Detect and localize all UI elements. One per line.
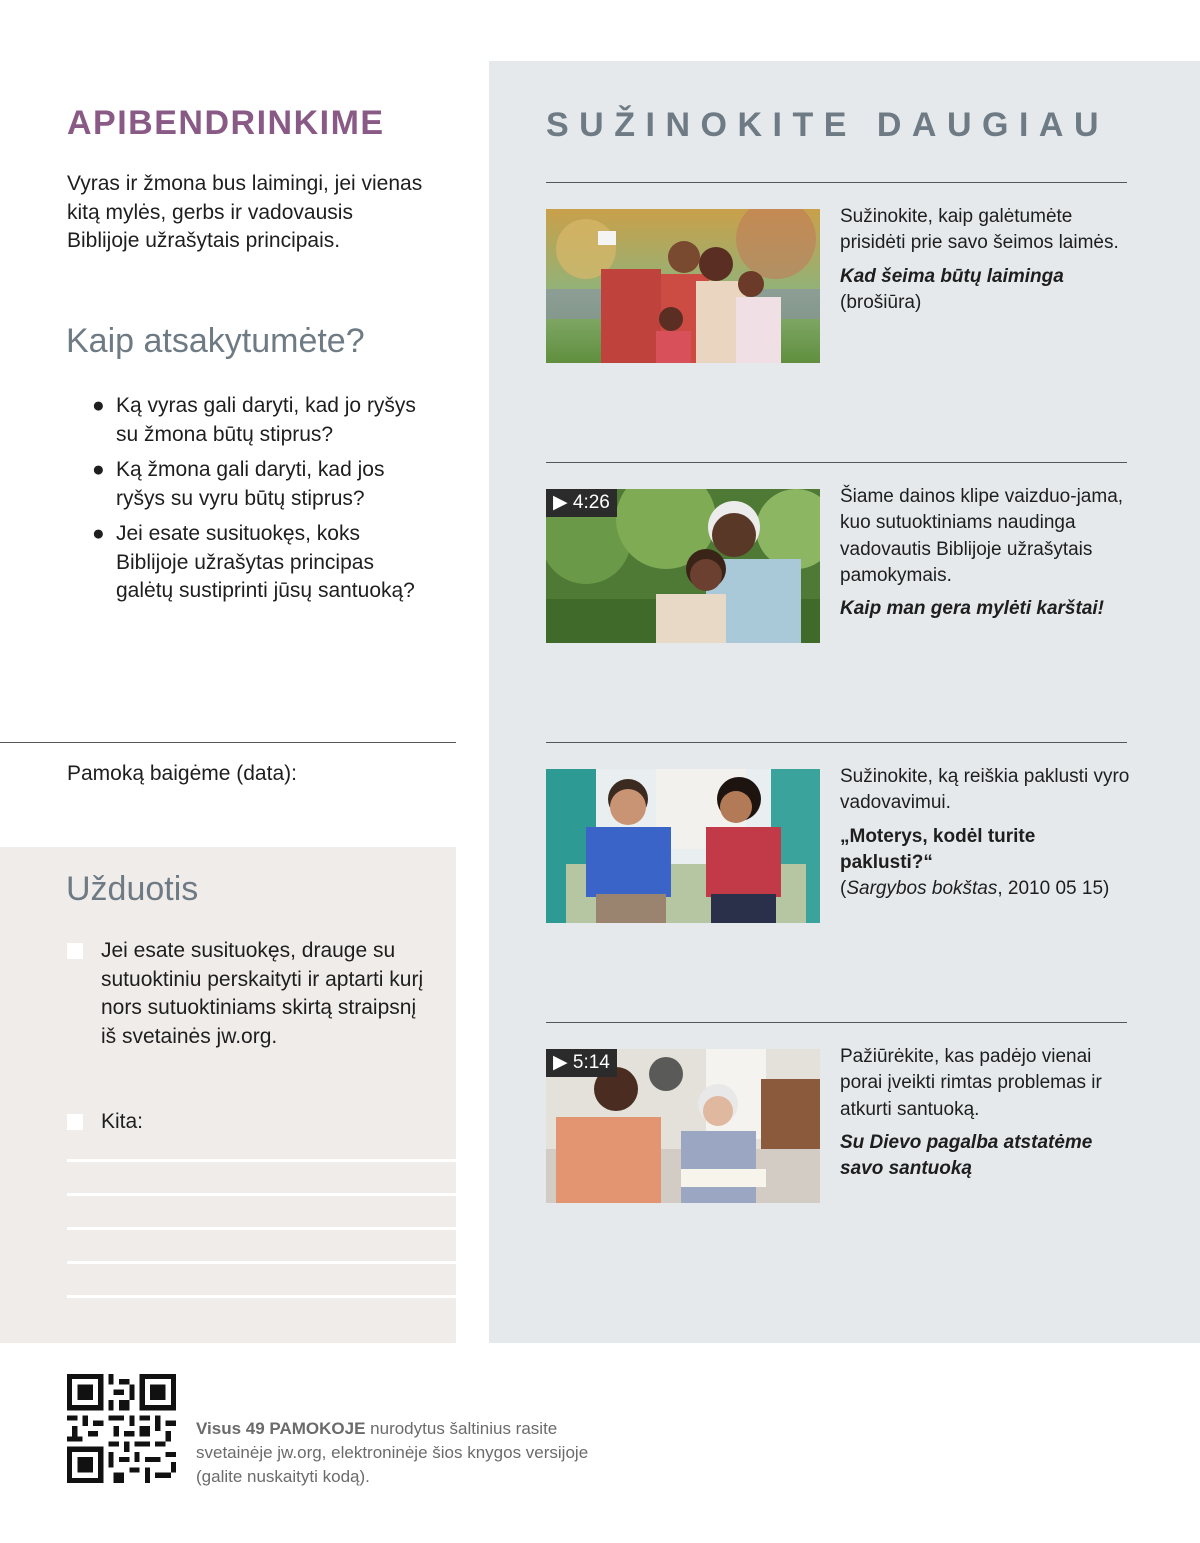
questions-list (92, 392, 432, 613)
question-item: ● Ką vyras gali daryti, kad jo ryšys su žmona būtų stiprus? (92, 394, 416, 446)
bullet-icon: ● (92, 458, 105, 481)
bullet-icon: ● (92, 522, 105, 545)
item-link-title[interactable]: „Moterys, kodėl turite paklusti?“ (840, 825, 1036, 873)
couple-reading-video[interactable] (546, 1049, 820, 1203)
elderly-couple-video[interactable] (546, 489, 820, 643)
video-duration-badge: ▶ 5:14 (546, 1049, 617, 1077)
task-title: Užduotis (66, 870, 199, 908)
task-item-other (67, 1108, 427, 1138)
write-line[interactable] (67, 1193, 456, 1196)
task-item-text: Jei esate susituokęs, drauge su sutuoktiniu perskaityti ir aptarti kurį nors sutuoktiniams skirtą straipsnį iš svetainės jw.org. (101, 939, 424, 1048)
write-line[interactable] (67, 1295, 456, 1298)
item-divider (546, 462, 1127, 463)
item-link-title[interactable]: Kaip man gera mylėti karštai! (840, 598, 1104, 620)
task-item-text: Kita: (101, 1110, 144, 1133)
questions-title: Kaip atsakytumėte? (66, 322, 365, 360)
question-item: ● Jei esate susituokęs, koks Biblijoje užrašytas principas galėtų sustiprinti jūsų santuoką? (92, 522, 415, 602)
learn-more-title: SUŽINOKITE DAUGIAU (546, 106, 1109, 144)
bullet-icon: ● (92, 394, 105, 417)
checkbox-icon[interactable] (67, 943, 83, 959)
write-line[interactable] (67, 1159, 456, 1162)
question-item: ● Ką žmona gali daryti, kad jos ryšys su vyru būtų stiprus? (92, 458, 385, 510)
item-description: Sužinokite, ką reiškia paklusti vyro vadovavimui. „Moterys, kodėl turite paklusti?“ (Sargybos bokštas, 2010 05 15) (840, 766, 1130, 900)
finished-date-label: Pamoką baigėme (data): (67, 762, 297, 785)
task-box (0, 847, 456, 1343)
video-duration-badge: ▶ 4:26 (546, 489, 617, 517)
write-line[interactable] (67, 1261, 456, 1264)
item-description: Šiame dainos klipe vaizduo-jama, kuo sutuoktiniams naudinga vadovautis Biblijoje užrašytais pamokymais. Kaip man gera mylėti karštai! (840, 484, 1130, 622)
item-divider (546, 1022, 1127, 1023)
item-link-title[interactable]: Kad šeima būtų laiminga (840, 265, 1064, 287)
item-description: Sužinokite, kaip galėtumėte prisidėti prie savo šeimos laimės. Kad šeima būtų laiminga (brošiūra) (840, 204, 1130, 316)
qr-code-icon[interactable] (67, 1374, 176, 1483)
checkbox-icon[interactable] (67, 1114, 83, 1130)
item-divider (546, 182, 1127, 183)
footer-note: Visus 49 PAMOKOJE nurodytus šaltinius rasite svetainėje jw.org, elektroninėje šios knygos versijoje (galite nuskaityti kodą). (196, 1419, 589, 1486)
item-link-title[interactable]: Su Dievo pagalba atstatėme savo santuoką (840, 1131, 1093, 1180)
left-divider (0, 742, 456, 743)
couple-talking-image[interactable] (546, 769, 820, 923)
family-selfie-image[interactable] (546, 209, 820, 363)
item-divider (546, 742, 1127, 743)
summary-title: APIBENDRINKIME (67, 104, 385, 142)
item-description: Pažiūrėkite, kas padėjo vienai porai įveikti rimtas problemas ir atkurti santuoką. Su Dievo pagalba atstatėme savo santuoką (840, 1044, 1130, 1182)
write-line[interactable] (67, 1227, 456, 1230)
task-item (67, 937, 427, 1077)
summary-text: Vyras ir žmona bus laimingi, jei vienas kitą mylės, gerbs ir vadovausis Biblijoje užrašytais principais. (67, 172, 423, 252)
